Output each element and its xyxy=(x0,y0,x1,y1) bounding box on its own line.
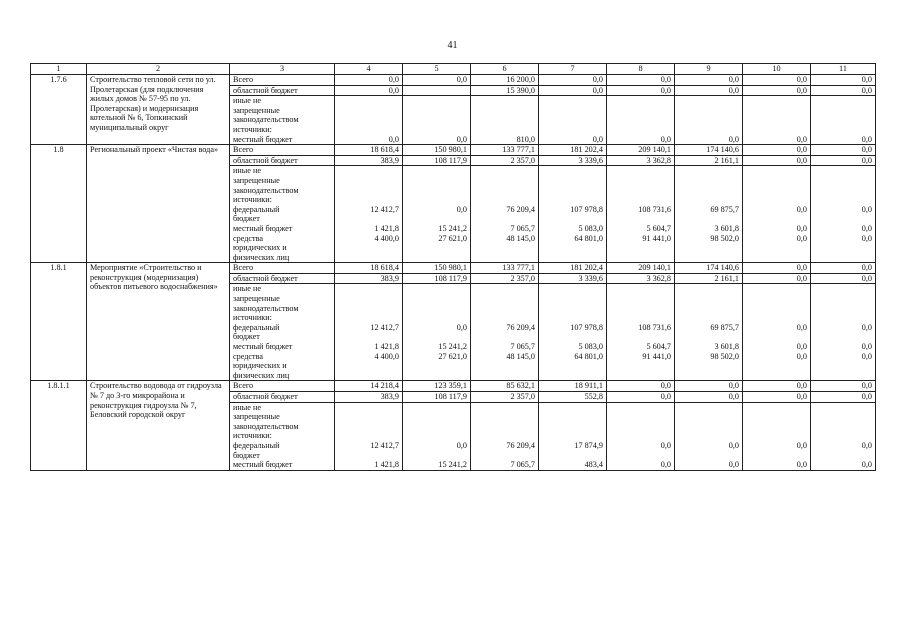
amount-cell: 810,0 xyxy=(471,96,539,145)
amount-cell: 383,9 xyxy=(335,392,403,403)
amount-cell: 85 632,1 xyxy=(471,381,539,392)
amount-cell: 0,0 xyxy=(403,96,471,145)
column-number: 10 xyxy=(743,64,811,75)
amount-cell: 383,9 xyxy=(335,273,403,284)
amount-cell: 174 140,6 xyxy=(675,145,743,156)
amount-cell: 2 357,0 xyxy=(471,392,539,403)
amount-cell: 0,0 xyxy=(607,85,675,96)
amount-cell: 0,0 xyxy=(811,96,876,145)
amount-cell: 108 731,6 5 604,7 91 441,0 xyxy=(607,284,675,381)
table-row xyxy=(31,263,876,274)
amount-cell: 0,0 xyxy=(811,263,876,274)
amount-cell: 18 618,4 xyxy=(335,145,403,156)
amount-cell: 0,0 xyxy=(811,75,876,86)
amount-cell: 16 200,0 xyxy=(471,75,539,86)
column-number: 6 xyxy=(471,64,539,75)
amount-cell: 76 209,4 7 065,7 xyxy=(471,402,539,470)
amount-cell: 133 777,1 xyxy=(471,263,539,274)
funding-source: Всего xyxy=(230,145,335,156)
amount-cell: 209 140,1 xyxy=(607,145,675,156)
item-code: 1.8.1 xyxy=(31,263,87,381)
item-name: Строительство тепловой сети по ул. Пролетарская (для подключения жилых домов № 57-95 по ул. Пролетарская) и модернизация котельной № 6, Топкинский муниципальный округ xyxy=(87,75,230,145)
amount-cell: 0,0 0,0 0,0 xyxy=(743,284,811,381)
amount-cell: 0,0 0,0 0,0 xyxy=(811,284,876,381)
amount-cell: 0,0 xyxy=(607,392,675,403)
amount-cell: 2 161,1 xyxy=(675,273,743,284)
column-number: 2 xyxy=(87,64,230,75)
column-number: 9 xyxy=(675,64,743,75)
item-code: 1.7.6 xyxy=(31,75,87,145)
funding-source: иные не запрещенные законодательством источники: местный бюджет xyxy=(230,96,335,145)
amount-cell: 0,0 xyxy=(335,75,403,86)
item-name: Строительство водовода от гидроузла № 7 до 3-го микрорайона и реконструкция гидроузла № 7, Беловский городской округ xyxy=(87,381,230,470)
amount-cell: 69 875,7 3 601,8 98 502,0 xyxy=(675,284,743,381)
amount-cell: 0,0 xyxy=(675,75,743,86)
amount-cell: 150 980,1 xyxy=(403,145,471,156)
amount-cell: 3 362,8 xyxy=(607,273,675,284)
column-number: 7 xyxy=(539,64,607,75)
amount-cell: 18 618,4 xyxy=(335,263,403,274)
amount-cell: 0,0 xyxy=(539,96,607,145)
amount-cell: 0,0 xyxy=(743,145,811,156)
amount-cell: 181 202,4 xyxy=(539,145,607,156)
amount-cell: 150 980,1 xyxy=(403,263,471,274)
amount-cell: 0,0 xyxy=(675,85,743,96)
amount-cell: 209 140,1 xyxy=(607,263,675,274)
amount-cell: 0,0 xyxy=(743,263,811,274)
amount-cell: 0,0 xyxy=(811,145,876,156)
amount-cell: 107 978,8 5 083,0 64 801,0 xyxy=(539,166,607,263)
amount-cell: 383,9 xyxy=(335,155,403,166)
amount-cell xyxy=(403,85,471,96)
amount-cell: 0,0 15 241,2 xyxy=(403,402,471,470)
amount-cell: 2 357,0 xyxy=(471,155,539,166)
amount-cell: 0,0 15 241,2 27 621,0 xyxy=(403,166,471,263)
amount-cell: 14 218,4 xyxy=(335,381,403,392)
amount-cell: 0,0 xyxy=(607,75,675,86)
table-row xyxy=(31,381,876,392)
amount-cell: 181 202,4 xyxy=(539,263,607,274)
amount-cell: 0,0 xyxy=(675,381,743,392)
amount-cell: 0,0 xyxy=(335,85,403,96)
amount-cell: 0,0 xyxy=(743,392,811,403)
amount-cell: 18 911,1 xyxy=(539,381,607,392)
funding-source: областной бюджет xyxy=(230,273,335,284)
table-row xyxy=(31,75,876,86)
funding-source: областной бюджет xyxy=(230,392,335,403)
amount-cell: 0,0 xyxy=(743,155,811,166)
amount-cell: 0,0 xyxy=(539,75,607,86)
amount-cell: 107 978,8 5 083,0 64 801,0 xyxy=(539,284,607,381)
amount-cell: 108 117,9 xyxy=(403,155,471,166)
amount-cell: 0,0 xyxy=(675,96,743,145)
amount-cell: 0,0 xyxy=(539,85,607,96)
item-name: Мероприятие «Строительство и реконструкция (модернизация) объектов питьевого водоснабжения» xyxy=(87,263,230,381)
column-number-row xyxy=(31,64,876,75)
amount-cell: 0,0 xyxy=(743,85,811,96)
amount-cell: 2 161,1 xyxy=(675,155,743,166)
table-row xyxy=(31,145,876,156)
column-number: 4 xyxy=(335,64,403,75)
amount-cell: 0,0 xyxy=(403,75,471,86)
amount-cell: 0,0 xyxy=(743,75,811,86)
amount-cell: 12 412,7 1 421,8 4 400,0 xyxy=(335,166,403,263)
amount-cell: 0,0 xyxy=(811,273,876,284)
budget-table xyxy=(30,63,876,471)
amount-cell: 15 390,0 xyxy=(471,85,539,96)
amount-cell: 0,0 xyxy=(811,381,876,392)
amount-cell: 0,0 0,0 0,0 xyxy=(743,166,811,263)
amount-cell: 3 339,6 xyxy=(539,155,607,166)
column-number: 1 xyxy=(31,64,87,75)
amount-cell: 17 874,9 483,4 xyxy=(539,402,607,470)
amount-cell: 0,0 xyxy=(743,96,811,145)
item-code: 1.8 xyxy=(31,145,87,263)
amount-cell: 123 359,1 xyxy=(403,381,471,392)
amount-cell: 0,0 xyxy=(607,381,675,392)
funding-source: Всего xyxy=(230,381,335,392)
funding-source: областной бюджет xyxy=(230,85,335,96)
column-number: 11 xyxy=(811,64,876,75)
column-number: 5 xyxy=(403,64,471,75)
funding-source: иные не запрещенные законодательством источники: федеральный бюджет местный бюджет средства юридических и физических лиц xyxy=(230,284,335,381)
amount-cell: 0,0 xyxy=(811,392,876,403)
funding-source: иные не запрещенные законодательством источники: федеральный бюджет местный бюджет xyxy=(230,402,335,470)
amount-cell: 108 731,6 5 604,7 91 441,0 xyxy=(607,166,675,263)
amount-cell: 69 875,7 3 601,8 98 502,0 xyxy=(675,166,743,263)
funding-source: Всего xyxy=(230,263,335,274)
amount-cell: 0,0 xyxy=(675,392,743,403)
amount-cell: 0,0 0,0 0,0 xyxy=(811,166,876,263)
amount-cell: 0,0 0,0 xyxy=(811,402,876,470)
amount-cell: 108 117,9 xyxy=(403,273,471,284)
amount-cell: 2 357,0 xyxy=(471,273,539,284)
amount-cell: 552,8 xyxy=(539,392,607,403)
amount-cell: 3 362,8 xyxy=(607,155,675,166)
amount-cell: 0,0 xyxy=(743,381,811,392)
amount-cell: 76 209,4 7 065,7 48 145,0 xyxy=(471,284,539,381)
amount-cell: 0,0 xyxy=(335,96,403,145)
amount-cell: 133 777,1 xyxy=(471,145,539,156)
item-code: 1.8.1.1 xyxy=(31,381,87,470)
amount-cell: 0,0 xyxy=(607,96,675,145)
column-number: 3 xyxy=(230,64,335,75)
amount-cell: 0,0 15 241,2 27 621,0 xyxy=(403,284,471,381)
amount-cell: 3 339,6 xyxy=(539,273,607,284)
amount-cell: 0,0 xyxy=(811,155,876,166)
item-name: Региональный проект «Чистая вода» xyxy=(87,145,230,263)
amount-cell: 0,0 xyxy=(811,85,876,96)
page-number: 41 xyxy=(447,40,458,51)
amount-cell: 0,0 0,0 xyxy=(607,402,675,470)
amount-cell: 0,0 xyxy=(743,273,811,284)
amount-cell: 0,0 0,0 xyxy=(675,402,743,470)
amount-cell: 0,0 0,0 xyxy=(743,402,811,470)
column-number: 8 xyxy=(607,64,675,75)
amount-cell: 174 140,6 xyxy=(675,263,743,274)
amount-cell: 12 412,7 1 421,8 4 400,0 xyxy=(335,284,403,381)
amount-cell: 76 209,4 7 065,7 48 145,0 xyxy=(471,166,539,263)
funding-source: областной бюджет xyxy=(230,155,335,166)
amount-cell: 108 117,9 xyxy=(403,392,471,403)
amount-cell: 12 412,7 1 421,8 xyxy=(335,402,403,470)
funding-source: иные не запрещенные законодательством источники: федеральный бюджет местный бюджет средства юридических и физических лиц xyxy=(230,166,335,263)
funding-source: Всего xyxy=(230,75,335,86)
